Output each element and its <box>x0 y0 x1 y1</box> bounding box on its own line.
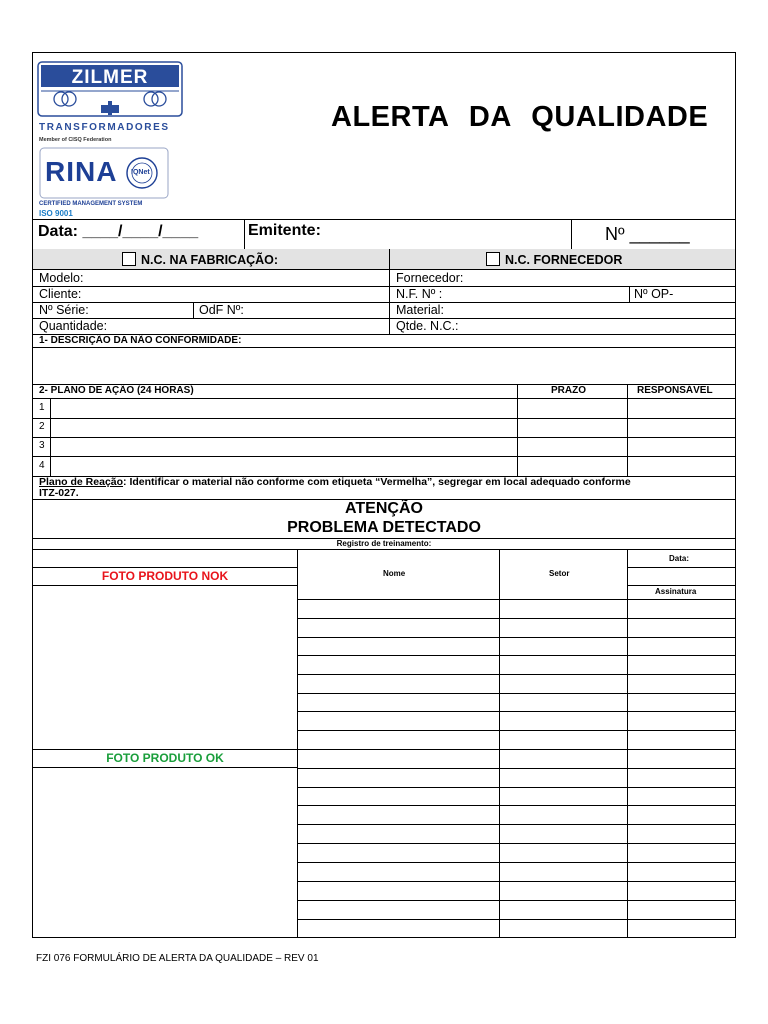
emitente-field[interactable]: Emitente: <box>248 222 321 239</box>
data-header: Data: <box>669 554 690 563</box>
zilmer-logo <box>37 61 183 133</box>
material-field[interactable]: Material: <box>396 303 444 317</box>
reacao-text: Plano de Reação: Identificar o material não conforme com etiqueta “Vermelha”, segregar em local adequado conforme <box>39 476 631 488</box>
plano-title: 2- PLANO DE AÇÃO (24 HORAS) <box>39 385 194 396</box>
nome-header: Nome <box>383 569 406 578</box>
serie-field[interactable]: Nº Série: <box>39 303 89 317</box>
foto-nok-label: FOTO PRODUTO NOK <box>101 569 229 583</box>
member-text: Member of CISQ Federation <box>39 137 112 143</box>
registro-title: Registro de treinamento: <box>336 539 432 548</box>
brand-name: ZILMER <box>71 67 149 88</box>
page-title: ALERTA DA QUALIDADE <box>331 101 709 133</box>
reacao-text-cont: ITZ-027. <box>39 487 79 499</box>
rina-mark: RINA <box>45 156 118 187</box>
nc-fabricacao[interactable]: N.C. NA FABRICAÇÃO: <box>122 252 278 267</box>
nc-fornecedor-checkbox[interactable] <box>486 252 500 266</box>
plano-row-number: 2 <box>39 421 45 432</box>
descricao-label: 1- DESCRIÇÃO DA NÃO CONFORMIDADE: <box>39 335 242 346</box>
modelo-field[interactable]: Modelo: <box>39 271 84 285</box>
qtde-nc-field[interactable]: Qtde. N.C.: <box>396 319 459 333</box>
nc-fabricacao-checkbox[interactable] <box>122 252 136 266</box>
cert-system-text: CERTIFIED MANAGEMENT SYSTEM <box>39 201 143 207</box>
op-field[interactable]: Nº OP- <box>634 287 674 301</box>
brand-subtitle: TRANSFORMADORES <box>39 122 170 133</box>
plano-row-number: 4 <box>39 460 45 471</box>
nf-field[interactable]: N.F. Nº : <box>396 287 443 301</box>
footer-text: FZI 076 FORMULÁRIO DE ALERTA DA QUALIDADE – REV 01 <box>36 953 319 964</box>
rina-logo <box>39 147 169 199</box>
odf-field[interactable]: OdF Nº: <box>199 303 244 317</box>
foto-nok-area[interactable] <box>33 586 297 749</box>
plano-row-number: 3 <box>39 440 45 451</box>
setor-header: Setor <box>549 569 570 578</box>
prazo-header: PRAZO <box>551 385 586 396</box>
descricao-area[interactable] <box>33 348 735 384</box>
assinatura-header: Assinatura <box>655 587 697 596</box>
problema-title: PROBLEMA DETECTADO <box>287 519 481 536</box>
cliente-field[interactable]: Cliente: <box>39 287 82 301</box>
responsavel-header: RESPONSÁVEL <box>637 385 713 396</box>
plano-row-number: 1 <box>39 402 45 413</box>
foto-ok-area[interactable] <box>33 768 297 938</box>
foto-ok-label: FOTO PRODUTO OK <box>106 751 224 765</box>
fornecedor-field[interactable]: Fornecedor: <box>396 271 464 285</box>
numero-field[interactable]: Nº ______ <box>605 224 690 244</box>
form-frame <box>32 52 736 938</box>
atencao-title: ATENÇÃO <box>345 500 423 517</box>
data-field[interactable]: Data: ____/____/____ <box>38 223 199 240</box>
quantidade-field[interactable]: Quantidade: <box>39 319 108 333</box>
iso-text: ISO 9001 <box>39 209 73 218</box>
iqnet-badge: IQNet <box>131 169 150 176</box>
nc-fornecedor[interactable]: N.C. FORNECEDOR <box>486 252 622 267</box>
